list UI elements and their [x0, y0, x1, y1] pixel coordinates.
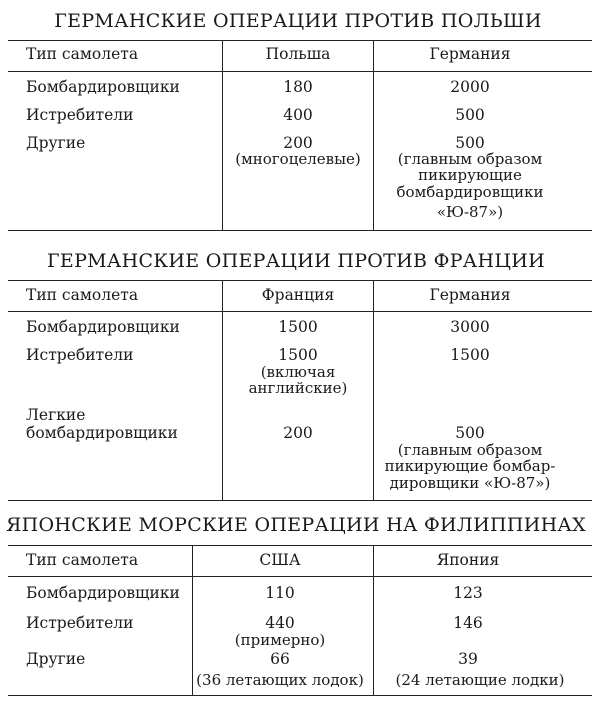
cell-value: 39 [458, 650, 478, 668]
cell-note: (примерно) [234, 631, 326, 649]
rule-s1-header [8, 71, 592, 72]
rule-s3-header [8, 576, 592, 577]
section-title-philippines: ЯПОНСКИЕ МОРСКИЕ ОПЕРАЦИИ НА ФИЛИППИНАХ [6, 514, 586, 536]
cell-value: 180 [283, 78, 313, 96]
cell-note: (36 летающих лодок) [196, 671, 364, 689]
row-label-fighters: Истребители [26, 106, 134, 124]
rule-s2-header [8, 311, 592, 312]
header-germany: Германия [429, 45, 511, 63]
row-label-bombers: Бомбардировщики [26, 584, 180, 602]
section-title-france: ГЕРМАНСКИЕ ОПЕРАЦИИ ПРОТИВ ФРАНЦИИ [47, 250, 545, 272]
header-aircraft-type: Тип самолета [26, 45, 139, 63]
cell-note: (многоцелевые) [235, 150, 361, 168]
cell-value: 66 [270, 650, 290, 668]
row-label-bombers: Бомбардировщики [26, 318, 180, 336]
rule-s3-bottom [8, 695, 592, 696]
row-label-light-bombers: Легкие [26, 406, 86, 424]
cell-note: (24 летающие лодки) [395, 671, 565, 689]
header-aircraft-type: Тип самолета [26, 551, 139, 569]
col-divider-s2-2 [373, 280, 374, 500]
rule-s1-bottom [8, 230, 592, 231]
header-japan: Япония [436, 551, 500, 569]
cell-note: (главным образом [397, 150, 543, 168]
cell-value: 1500 [278, 346, 318, 364]
cell-note: бомбардировщики [396, 183, 544, 201]
rule-s2-bottom [8, 500, 592, 501]
rule-s2-top [8, 280, 592, 281]
header-germany: Германия [429, 286, 511, 304]
cell-value: 500 [455, 106, 485, 124]
cell-value: 200 [283, 424, 313, 442]
col-divider-s3-2 [373, 545, 374, 695]
cell-value: 440 [265, 614, 295, 632]
cell-value: 3000 [450, 318, 490, 336]
row-label-fighters: Истребители [26, 614, 134, 632]
rule-s3-top [8, 545, 592, 546]
col-divider-s2-1 [222, 280, 223, 500]
cell-value: 1500 [278, 318, 318, 336]
cell-value: 1500 [450, 346, 490, 364]
cell-note: (главным образом [397, 441, 543, 459]
cell-note: «Ю-87») [436, 203, 504, 221]
cell-note: пикирующие бомбар- [384, 457, 556, 475]
col-divider-s1-1 [222, 40, 223, 230]
cell-value: 110 [265, 584, 295, 602]
cell-note: пикирующие [418, 166, 522, 184]
cell-note: (включая [260, 363, 336, 381]
cell-value: 2000 [450, 78, 490, 96]
cell-note: английские) [248, 379, 348, 397]
cell-value: 146 [453, 614, 483, 632]
row-label-other: Другие [26, 650, 86, 668]
header-usa: США [259, 551, 301, 569]
row-label-light-bombers: бомбардировщики [26, 424, 178, 442]
header-france: Франция [261, 286, 335, 304]
section-title-poland: ГЕРМАНСКИЕ ОПЕРАЦИИ ПРОТИВ ПОЛЬШИ [54, 10, 542, 32]
header-aircraft-type: Тип самолета [26, 286, 139, 304]
row-label-fighters: Истребители [26, 346, 134, 364]
cell-value: 500 [455, 424, 485, 442]
header-poland: Польша [265, 45, 331, 63]
row-label-bombers: Бомбардировщики [26, 78, 180, 96]
cell-value: 500 [455, 134, 485, 152]
col-divider-s3-1 [192, 545, 193, 695]
row-label-other: Другие [26, 134, 86, 152]
cell-value: 200 [283, 134, 313, 152]
cell-value: 123 [453, 584, 483, 602]
col-divider-s1-2 [373, 40, 374, 230]
cell-note: дировщики «Ю-87») [389, 474, 551, 492]
rule-s1-top [8, 40, 592, 41]
cell-value: 400 [283, 106, 313, 124]
